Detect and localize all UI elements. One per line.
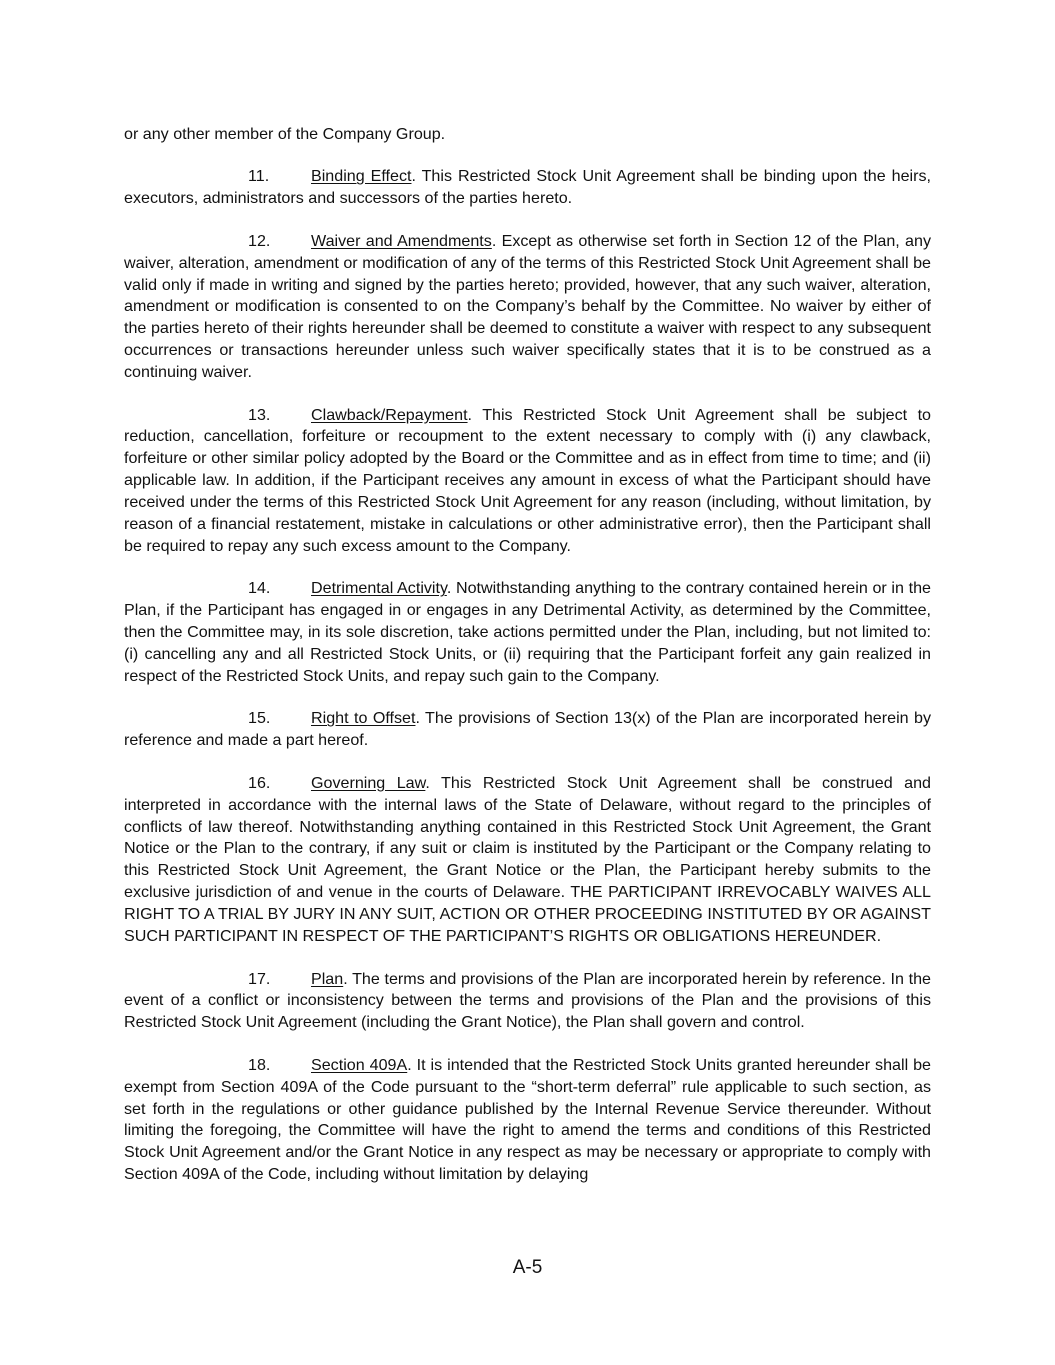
- section-16: [124, 773, 931, 948]
- section-heading: Section 409A: [311, 1055, 408, 1074]
- section-17: [124, 969, 931, 1035]
- section-15: [124, 708, 931, 752]
- section-body: . It is intended that the Restricted Stock Units granted hereunder shall be exempt from Section 409A of the Code pursuant to the “short-term deferral” rule applicable to such section, as set forth in the regulations or other guidance published by the Internal Revenue Service thereunder. Without limiting the foregoing, the Committee will have the right to amend the terms and conditions of this Restricted Stock Unit Agreement and/or the Grant Notice in any respect as may be necessary or appropriate to comply with Section 409A of the Code, including without limitation by delaying: [124, 1055, 931, 1184]
- section-heading: Waiver and Amendments: [311, 231, 492, 250]
- section-heading: Detrimental Activity: [311, 579, 447, 598]
- page-number: A-5: [512, 1257, 543, 1278]
- section-number: 15.: [248, 709, 271, 728]
- section-body: . This Restricted Stock Unit Agreement shall be construed and interpreted in accordance with the internal laws of the State of Delaware, without regard to the principles of conflicts of law thereof. Notwithstanding anything contained in this Restricted Stock Unit Agreement, the Grant Notice or the Plan to the contrary, if any suit or claim is instituted by the Participant or the Company relating to this Restricted Stock Unit Agreement, the Grant Notice or the Plan, the Participant hereby submits to the exclusive jurisdiction of and venue in the courts of Delaware. THE PARTICIPANT IRREVOCABLY WAIVES ALL RIGHT TO A TRIAL BY JURY IN ANY SUIT, ACTION OR OTHER PROCEEDING INSTITUTED BY OR AGAINST SUCH PARTICIPANT IN RESPECT OF THE PARTICIPANT’S RIGHTS OR OBLIGATIONS HEREUNDER.: [124, 773, 931, 946]
- section-18: [124, 1055, 931, 1186]
- section-13: [124, 405, 931, 558]
- section-heading: Governing Law: [311, 773, 426, 792]
- section-heading: Plan: [311, 969, 344, 988]
- section-14: [124, 578, 931, 688]
- lead-paragraph: or any other member of the Company Group.: [124, 125, 446, 143]
- section-body: . This Restricted Stock Unit Agreement shall be binding upon the heirs, executors, administrators and successors of the parties hereto.: [124, 167, 931, 208]
- section-body: . Notwithstanding anything to the contrary contained herein or in the Plan, if the Participant has engaged in or engages in any Detrimental Activity, as determined by the Committee, then the Committee may, in its sole discretion, take actions permitted under the Plan, including, but not limited to: (i) cancelling any and all Restricted Stock Units, or (ii) requiring that the Participant forfeit any gain realized in respect of the Restricted Stock Units, and repay such gain to the Company.: [124, 579, 931, 686]
- section-body: . This Restricted Stock Unit Agreement shall be subject to reduction, cancellation, forfeiture or recoupment to the extent necessary to comply with (i) any clawback, forfeiture or other similar policy adopted by the Board or the Committee and as in effect from time to time; and (ii) applicable law. In addition, if the Participant receives any amount in excess of what the Participant should have received under the terms of this Restricted Stock Unit Agreement for any reason (including, without limitation, by reason of a financial restatement, mistake in calculations or other administrative error), then the Participant shall be required to repay any such excess amount to the Company.: [124, 405, 931, 555]
- section-heading: Clawback/Repayment: [311, 405, 468, 424]
- section-number: 14.: [248, 579, 271, 598]
- section-number: 13.: [248, 405, 271, 424]
- section-heading: Binding Effect: [311, 167, 412, 186]
- section-body: . Except as otherwise set forth in Section 12 of the Plan, any waiver, alteration, amendment or modification of any of the terms of this Restricted Stock Unit Agreement shall be valid only if made in writing and signed by the parties hereto; provided, however, that any such waiver, alteration, amendment or modification is consented to on the Company’s behalf by the Committee. No waiver by either of the parties hereto of their rights hereunder shall be deemed to constitute a waiver with respect to any subsequent occurrences or transactions hereunder unless such waiver specifically states that it is to be construed as a continuing waiver.: [124, 231, 931, 382]
- section-number: 16.: [248, 773, 271, 792]
- section-number: 17.: [248, 969, 271, 988]
- section-heading: Right to Offset: [311, 709, 416, 728]
- section-number: 18.: [248, 1055, 271, 1074]
- section-body: . The terms and provisions of the Plan are incorporated herein by reference. In the event of a conflict or inconsistency between the terms and provisions of the Plan and the provisions of this Restricted Stock Unit Agreement (including the Grant Notice), the Plan shall govern and control.: [124, 969, 931, 1032]
- section-body: . The provisions of Section 13(x) of the Plan are incorporated herein by reference and made a part hereof.: [124, 709, 932, 750]
- section-number: 12.: [248, 231, 271, 250]
- section-12: [124, 231, 931, 384]
- document-page: [124, 124, 931, 1186]
- section-11: [124, 166, 931, 210]
- section-number: 11.: [248, 167, 270, 186]
